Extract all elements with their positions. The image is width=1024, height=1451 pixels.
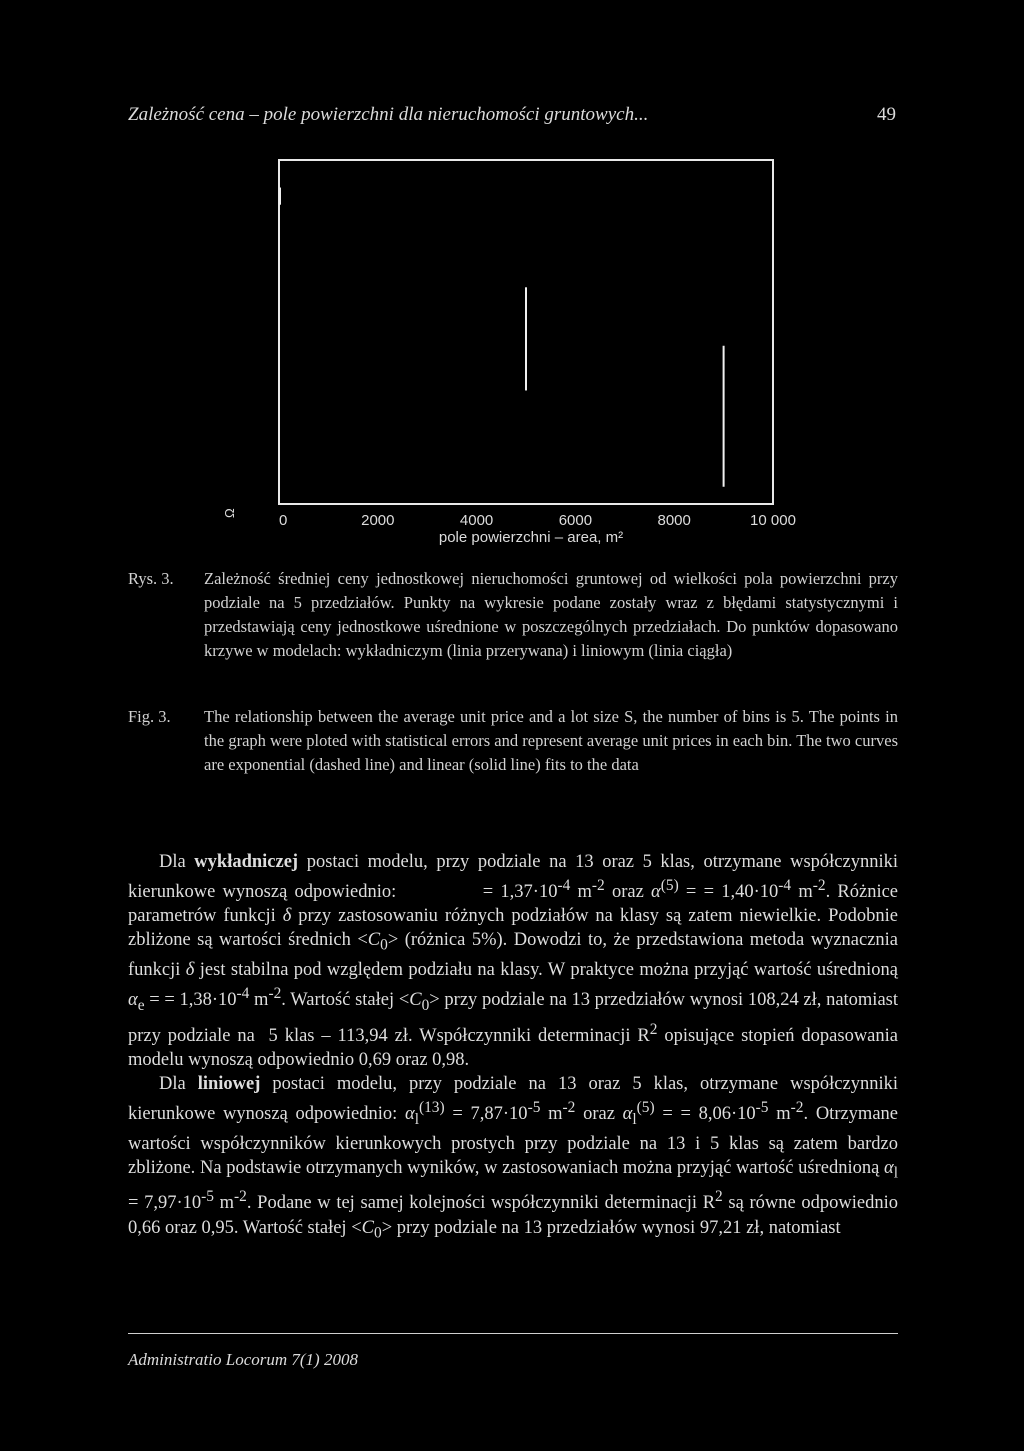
x-tick-label: 2000: [361, 512, 395, 529]
caption-pl: [128, 567, 898, 663]
error-bars: [280, 188, 724, 487]
paragraph-linear: Dla liniowej postaci modelu, przy podziale na 13 oraz 5 klas, otrzymane współczynniki kierunkowe wynoszą odpowiednio: $\alpha_l^{(13)} = 7,87\cdot 10^{-5}$ $m^{-2}$ oraz $\alpha_l^{(5)}$ = = $8,06\cdot 10^{-5}$ $m^{-2}$. Otrzymane wartości współczynników kierunkowych prostych przy podziale na 13 i 5 klas są zatem bardzo zbliżone. Na podstawie otrzymanych wyników, w zastosowaniach można przyjąć wartość uśrednioną $\alpha_l = 7,97\cdot 10^{-5}$ $m^{-2}$. Podane w tej samej kolejności współczynniki determinacji $R^2$ są równe odpowiednio 0,66 oraz 0,95. Wartość stałej $<C_0>$ przy podziale na 13 przedziałów wynosi 97,21 zł, natomiast: [128, 1073, 898, 1242]
x-tick-label: 10 000: [750, 512, 796, 529]
body-text: [128, 850, 898, 1245]
figure-chart: [220, 150, 820, 550]
x-tick-label: 0: [279, 512, 288, 529]
y-tick-label: Ω: [222, 508, 237, 518]
page-number: 49: [877, 104, 896, 125]
running-title: Zależność cena – pole powierzchni dla nieruchomości gruntowych...: [128, 104, 649, 125]
footer-journal: Administratio Locorum 7(1) 2008: [128, 1350, 358, 1369]
x-axis-label: pole powierzchni – area, m²: [438, 529, 624, 546]
x-tick-labels: [279, 512, 796, 529]
caption-pl-text: Zależność średniej ceny jednostkowej nieruchomości gruntowej od wielkości pola powierzchni przy podziale na 5 przedziałów. Punkty na wykresie podane zostały wraz z błędami statystycznymi i przedstawiają ceny jednostkowe uśrednione w poszczególnych przedziałach. Do punktów dopasowano krzywe w modelach: wykładniczym (linia przerywana) i liniowym (linia ciągła): [204, 569, 898, 660]
caption-en-label: Fig. 3.: [128, 707, 171, 726]
footer-rule: [128, 1333, 898, 1334]
x-tick-label: 6000: [558, 512, 593, 529]
x-tick-label: 4000: [459, 512, 494, 529]
caption-en: [128, 705, 898, 777]
running-head: [128, 104, 896, 126]
caption-en-text: The relationship between the average unit price and a lot size S, the number of bins is 5. The points in the graph were ploted with statistical errors and represent average unit prices in each bin. The two curves are exponential (dashed line) and linear (solid line) fits to the data: [204, 707, 898, 774]
x-tick-label: 8000: [657, 512, 691, 529]
caption-pl-label: Rys. 3.: [128, 569, 174, 588]
paragraph-exponential: Dla wykładniczej postaci modelu, przy podziale na 13 oraz 5 klas, otrzymane współczynniki kierunkowe wynoszą odpowiednio: = $1,37\cdot 10^{-4}$ $m^{-2}$ oraz $\alpha^{(5)}$ = = $1,40\cdot 10^{-4}$ $m^{-2}$. Różnice parametrów funkcji δ przy zastosowaniu różnych podziałów na klasy są zatem niewielkie. Podobnie zbliżone są wartości średnich $<C_0>$ (różnica 5%). Dowodzi to, że przedstawiona metoda wyznacznia funkcji δ jest stabilna pod względem podziału na klasy. W praktyce można przyjąć wartość uśrednioną $\alpha_e$ = = $1,38\cdot 10^{-4}$ $m^{-2}$. Wartość stałej $<C_0>$ przy podziale na 13 przedziałów wynosi 108,24 zł, natomiast przy podziale na 5 klas – 113,94 zł. Współczynniki determinacji $R^2$ opisujące stopień dopasowania modelu wynoszą odpowiednio 0,69 oraz 0,98.: [128, 852, 899, 1070]
